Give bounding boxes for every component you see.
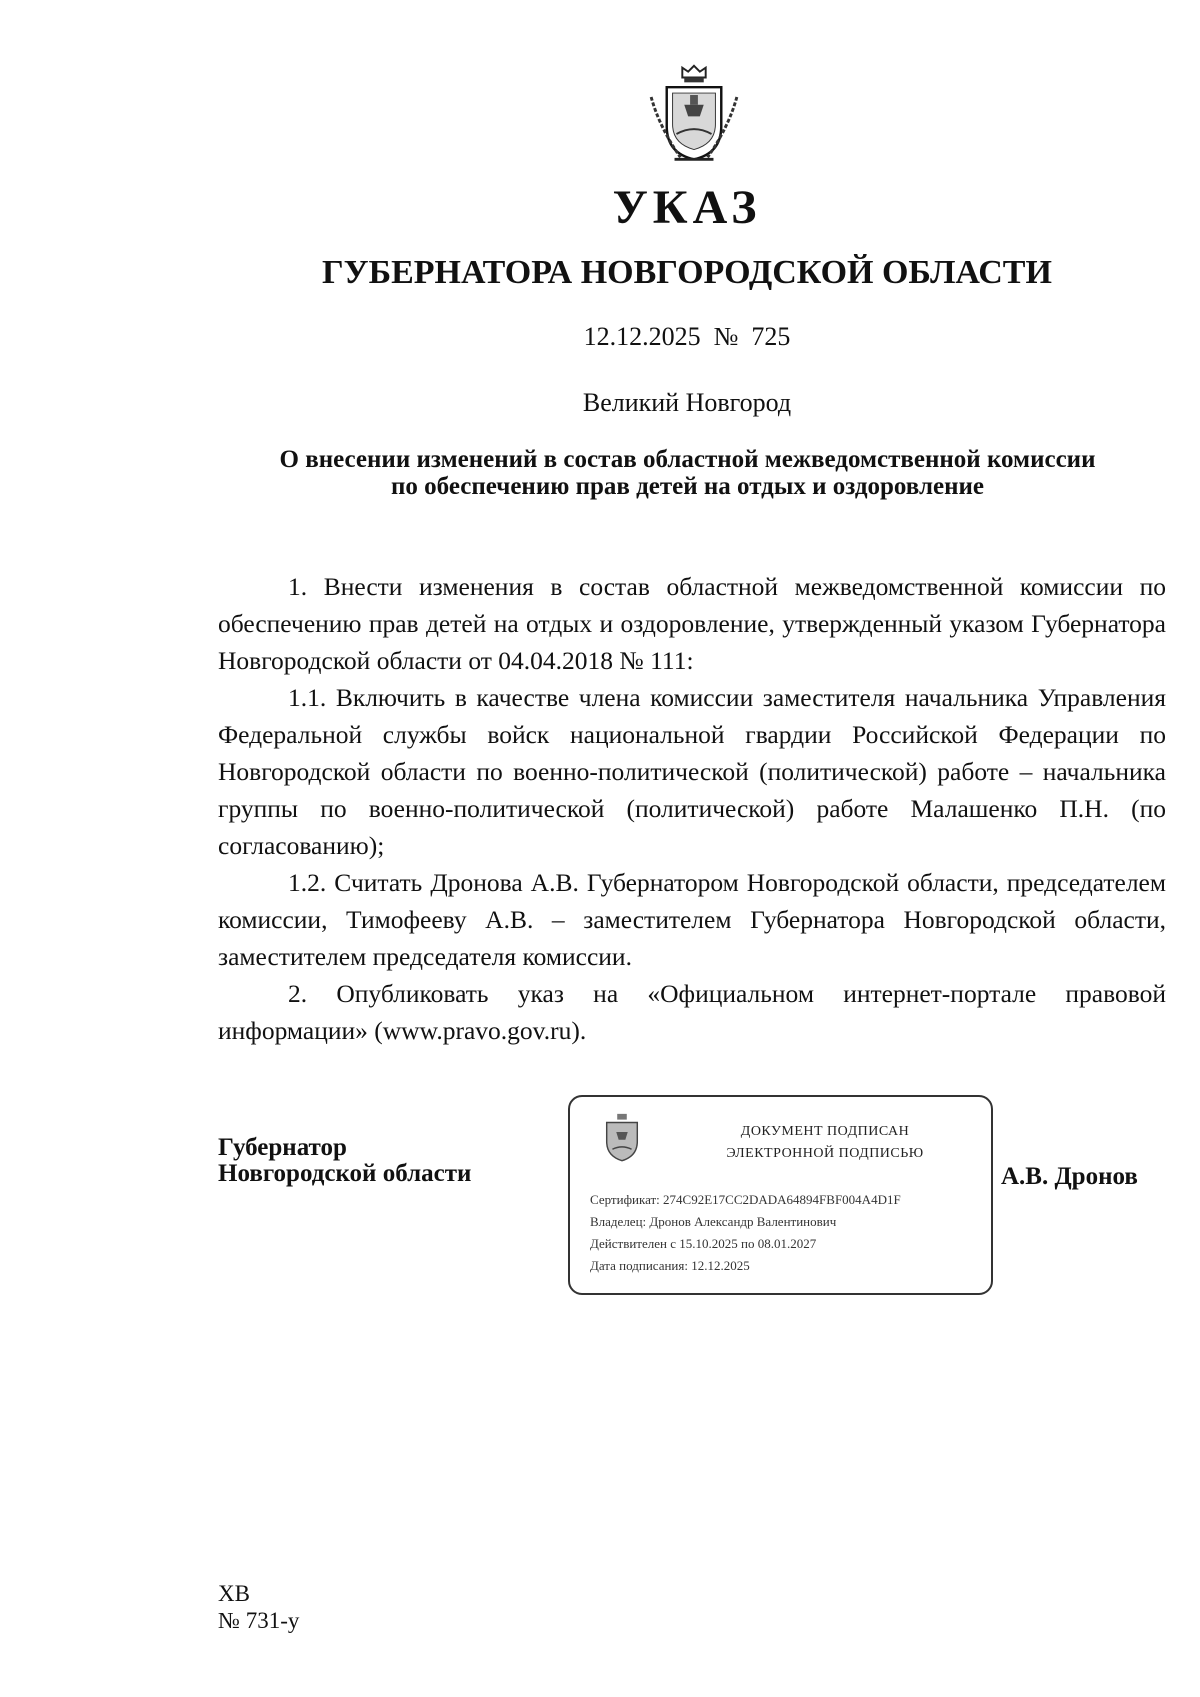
registration-number: № 731-у (218, 1608, 300, 1633)
signatory-name: А.В. Дронов (1001, 1163, 1138, 1190)
position-line: Новгородской области (218, 1160, 472, 1187)
executor-code: ХВ (218, 1581, 250, 1606)
subject-line: О внесении изменений в состав областной межведомственной комиссии (279, 446, 1096, 473)
coat-of-arms-icon (645, 58, 743, 170)
paragraph: 2. Опубликовать указ на «Официальном интернет-портале правовой информации» (www.pravo.gov.ru). (218, 979, 1166, 1045)
stamp-heading-line: ДОКУМЕНТ ПОДПИСАН (740, 1124, 910, 1139)
number-sign: № (713, 322, 739, 351)
certificate-validity: Действителен с 15.10.2025 по 08.01.2027 (590, 1236, 817, 1251)
document-date: 12.12.2025 (583, 322, 701, 351)
signing-date: Дата подписания: 12.12.2025 (590, 1258, 750, 1273)
certificate-owner: Владелец: Дронов Александр Валентинович (590, 1214, 837, 1229)
document-title: УКАЗ (612, 181, 762, 234)
paragraph: 1.1. Включить в качестве члена комиссии заместителя начальника Управления Федеральной службы войск национальной гвардии Российской Федерации по Новгородской области по военно-политической (политической) работе – начальника группы по военно-политической (политической) работе Малашенко П.Н. (по согласованию); (218, 683, 1166, 860)
document-subtitle: ГУБЕРНАТОРА НОВГОРОДСКОЙ ОБЛАСТИ (322, 254, 1052, 291)
stamp-heading-line: ЭЛЕКТРОННОЙ ПОДПИСЬЮ (726, 1146, 924, 1161)
document-date-number (0, 322, 1200, 352)
electronic-signature-stamp (568, 1095, 993, 1295)
position-line: Губернатор (218, 1134, 347, 1161)
subject-line: по обеспечению прав детей на отдых и оздоровление (391, 473, 984, 500)
document-number: 725 (751, 322, 791, 351)
certificate-number: Сертификат: 274C92E17CC2DADA64894FBF004A4D1F (590, 1192, 901, 1207)
stamp-coat-of-arms-icon (598, 1111, 646, 1166)
document-city: Великий Новгород (582, 388, 792, 417)
stamp-heading (680, 1121, 970, 1165)
signatory-position (218, 1135, 471, 1187)
document-subject (205, 446, 1170, 500)
paragraph: 1.2. Считать Дронова А.В. Губернатором Новгородской области, председателем комиссии, Тимофееву А.В. – заместителем Губернатора Новгородской области, заместителем председателя комиссии. (218, 868, 1166, 971)
paragraph: 1. Внести изменения в состав областной межведомственной комиссии по обеспечению прав детей на отдых и оздоровление, утвержденный указом Губернатора Новгородской области от 04.04.2018 № 111: (218, 572, 1166, 675)
footer-note (218, 1580, 299, 1634)
stamp-details (590, 1189, 901, 1277)
document-body (218, 568, 1166, 1049)
